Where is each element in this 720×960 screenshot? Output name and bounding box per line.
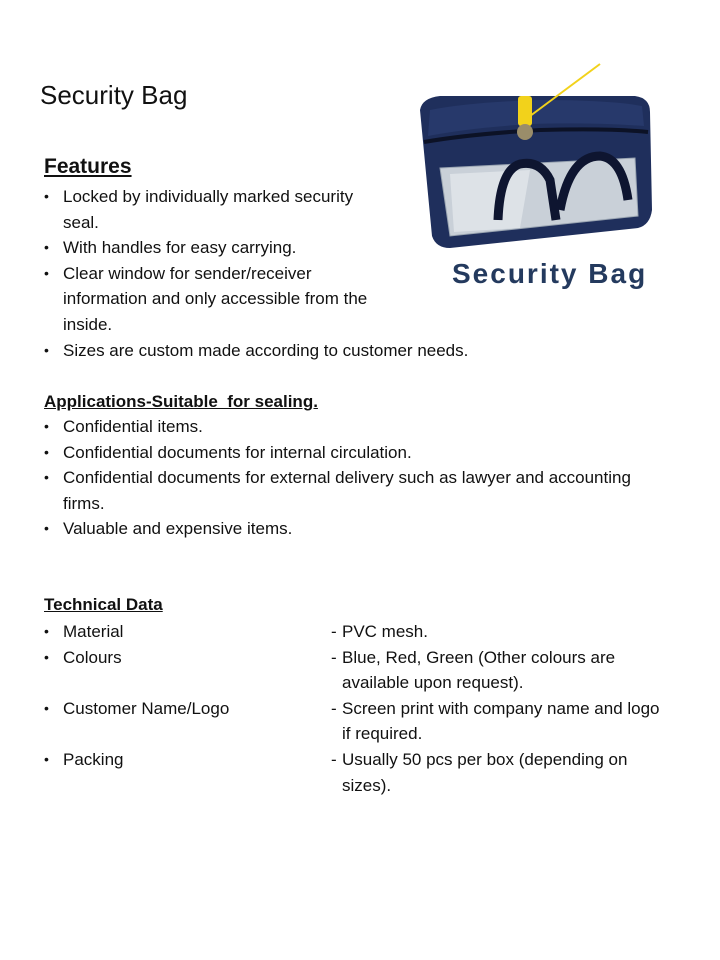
bullet-icon: •: [44, 443, 49, 460]
technical-row: [44, 747, 684, 798]
technical-value: Screen print with company name and logo if required.: [342, 698, 660, 744]
bullet-icon: •: [44, 341, 49, 358]
bullet-icon: •: [44, 418, 49, 434]
technical-heading: Technical Data: [44, 595, 163, 614]
list-item: • With handles for easy carrying.: [44, 235, 534, 261]
dash-separator: -: [331, 698, 337, 718]
technical-value: Blue, Red, Green (Other colours are available upon request).: [342, 647, 616, 693]
list-item: • Sizes are custom made according to customer needs.: [44, 338, 534, 364]
page-title: Security Bag: [40, 80, 188, 110]
technical-row: [44, 619, 684, 645]
list-item: • Confidential documents for internal circulation.: [44, 440, 644, 466]
features-heading: Features: [44, 155, 132, 178]
bullet-icon: •: [44, 469, 49, 486]
technical-value: Usually 50 pcs per box (depending on sizes).: [342, 749, 628, 795]
dash-separator: -: [331, 647, 337, 667]
technical-data-list: [44, 619, 684, 798]
dash-separator: -: [331, 749, 337, 769]
product-caption: Security Bag: [452, 258, 648, 289]
bullet-icon: •: [44, 648, 49, 665]
bullet-icon: •: [44, 239, 49, 256]
features-list: [44, 184, 534, 363]
bullet-icon: •: [44, 264, 49, 281]
applications-list: [44, 414, 644, 542]
technical-row: [44, 696, 684, 747]
applications-heading: Applications-Suitable for sealing.: [44, 392, 318, 411]
bullet-icon: •: [44, 623, 49, 639]
dash-separator: -: [331, 622, 337, 641]
technical-name: Customer Name/Logo: [63, 698, 230, 718]
list-item: • Valuable and expensive items.: [44, 516, 644, 542]
bullet-icon: •: [44, 699, 49, 716]
technical-name: Material: [63, 622, 124, 641]
technical-value: PVC mesh.: [342, 622, 428, 641]
list-item: • Confidential items.: [44, 414, 644, 440]
bullet-icon: •: [44, 188, 49, 204]
list-item: • Clear window for sender/receiver information and only accessible from the inside.: [44, 261, 393, 338]
technical-row: [44, 645, 684, 696]
list-item: • Locked by individually marked security seal.: [44, 184, 393, 235]
list-item: • Confidential documents for external delivery such as lawyer and accounting firms.: [44, 465, 644, 516]
bullet-icon: •: [44, 750, 49, 767]
technical-name: Packing: [63, 749, 124, 769]
technical-name: Colours: [63, 647, 122, 667]
bullet-icon: •: [44, 520, 49, 537]
